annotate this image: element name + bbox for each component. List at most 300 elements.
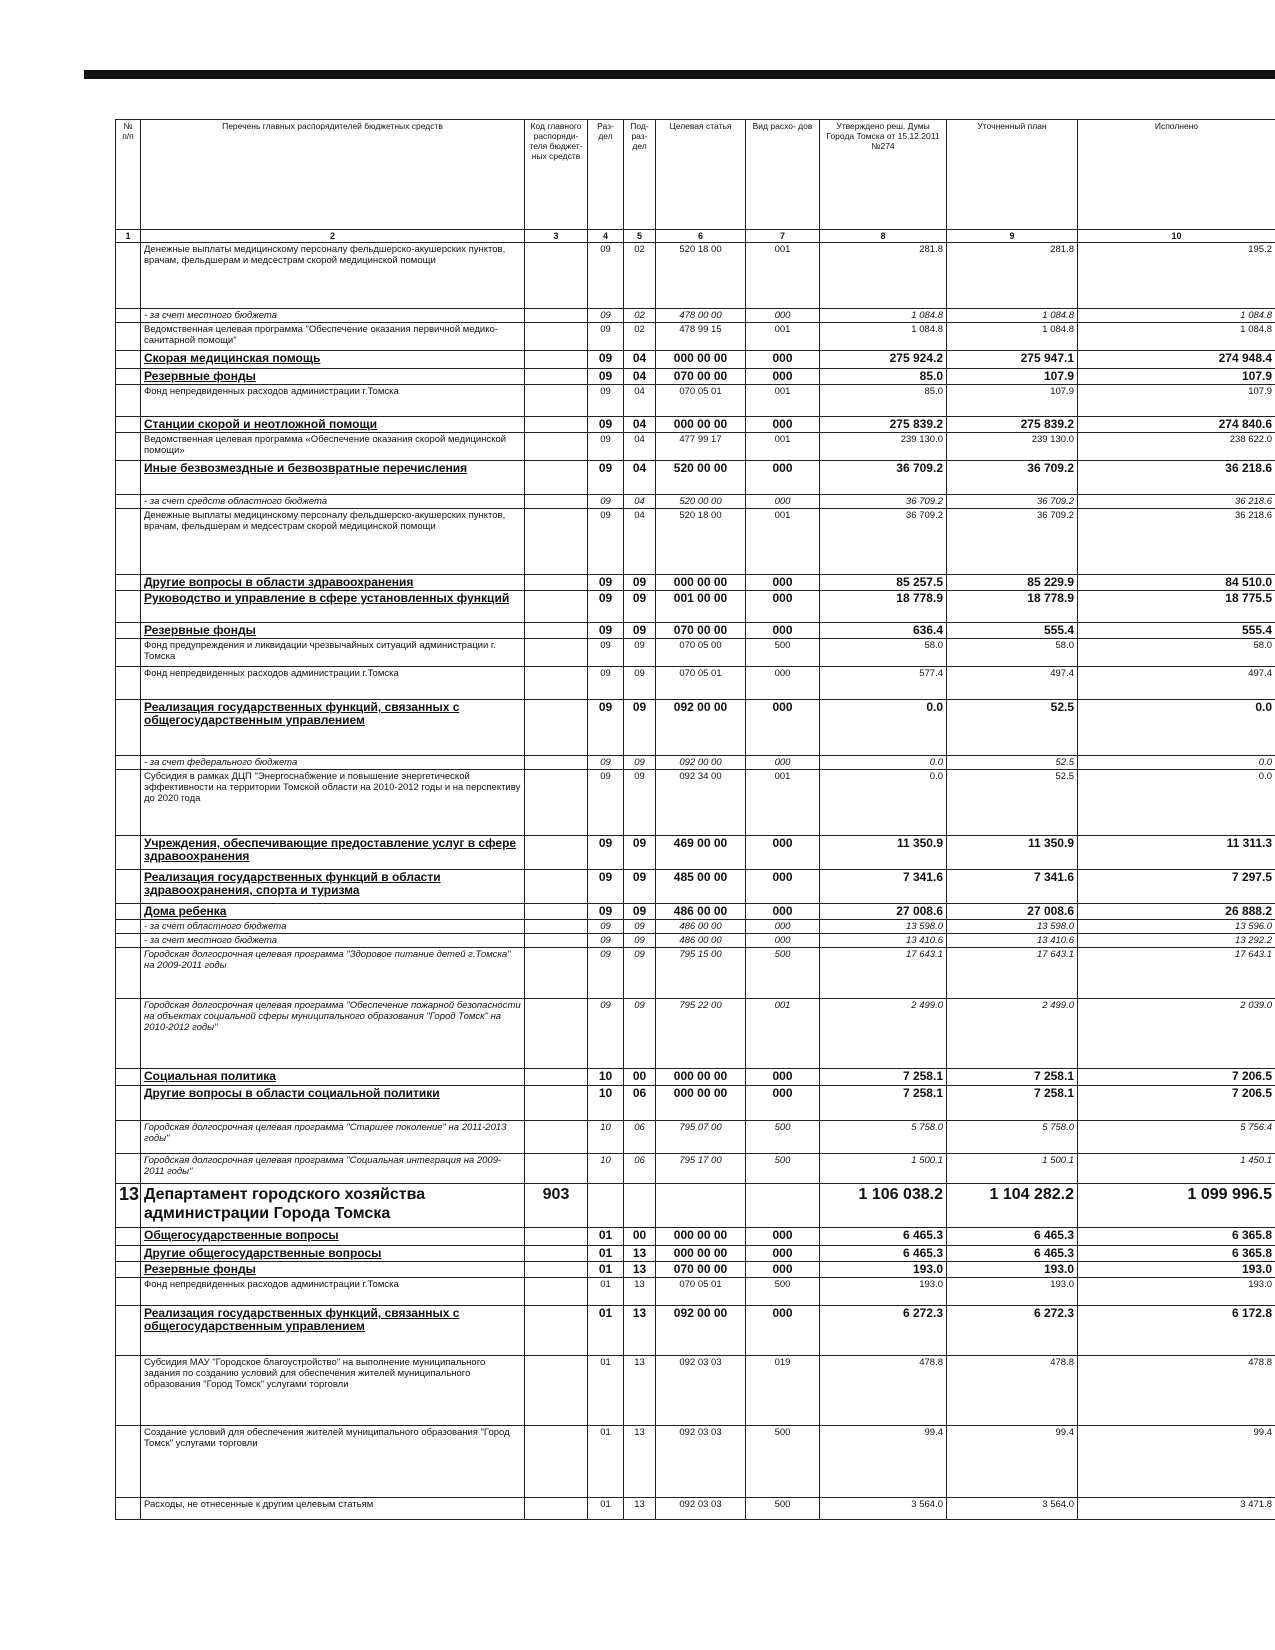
row-name: Фонд непредвиденных расходов администрации г.Томска [141, 1278, 525, 1306]
row-executed: 13 292.2 [1078, 934, 1275, 948]
row-podrazdel: 09 [624, 575, 656, 591]
row-code [525, 1426, 588, 1498]
row-name: Субсидия в рамках ДЦП "Энергоснабжение и повышение энергетической эффективности на территории Томской области на 2010-2012 годы и на перспективу до 2020 года [141, 770, 525, 836]
row-approved: 58.0 [820, 639, 947, 667]
row-code [525, 1228, 588, 1246]
row-name: Иные безвозмездные и безвозвратные перечисления [141, 461, 525, 495]
row-plan: 1 500.1 [947, 1154, 1078, 1184]
table-row [116, 1306, 1275, 1356]
row-number [116, 836, 141, 870]
row-executed: 6 172.8 [1078, 1306, 1275, 1356]
row-name: Субсидия МАУ "Городское благоустройство" на выполнение муниципального задания по созданию условий для обеспечения жителей муниципального образования "Город Томск" услугами торговли [141, 1356, 525, 1426]
row-razdel: 09 [588, 700, 624, 756]
row-number [116, 575, 141, 591]
row-number [116, 948, 141, 999]
row-statya: 092 03 03 [656, 1498, 746, 1520]
row-razdel: 09 [588, 385, 624, 417]
row-podrazdel: 06 [624, 1154, 656, 1184]
row-razdel: 10 [588, 1154, 624, 1184]
row-vid: 000 [746, 1306, 820, 1356]
row-statya: 070 05 01 [656, 667, 746, 700]
row-plan: 478.8 [947, 1356, 1078, 1426]
row-executed: 195.2 [1078, 243, 1275, 309]
row-number [116, 1262, 141, 1278]
table-row [116, 870, 1275, 904]
row-number [116, 323, 141, 351]
row-name: - за счет средств областного бюджета [141, 495, 525, 509]
row-podrazdel: 04 [624, 417, 656, 433]
row-statya: 000 00 00 [656, 1086, 746, 1121]
row-approved: 1 500.1 [820, 1154, 947, 1184]
table-row [116, 700, 1275, 756]
row-approved: 5 758.0 [820, 1121, 947, 1154]
row-number [116, 700, 141, 756]
row-code [525, 1356, 588, 1426]
row-razdel: 01 [588, 1278, 624, 1306]
row-razdel: 09 [588, 575, 624, 591]
row-vid: 000 [746, 575, 820, 591]
row-plan: 281.8 [947, 243, 1078, 309]
row-plan: 85 229.9 [947, 575, 1078, 591]
row-podrazdel: 00 [624, 1228, 656, 1246]
row-statya: 520 00 00 [656, 495, 746, 509]
table-row [116, 1154, 1275, 1184]
row-name: Реализация государственных функций, связанных с общегосударственным управлением [141, 1306, 525, 1356]
row-plan: 193.0 [947, 1262, 1078, 1278]
row-podrazdel: 09 [624, 591, 656, 623]
row-code [525, 417, 588, 433]
row-code [525, 1246, 588, 1262]
row-approved: 6 465.3 [820, 1228, 947, 1246]
row-approved: 577.4 [820, 667, 947, 700]
row-name: Общегосударственные вопросы [141, 1228, 525, 1246]
row-name: Городская долгосрочная целевая программа "Здоровое питание детей г.Томска" на 2009-2011 годы [141, 948, 525, 999]
row-name: Другие вопросы в области социальной политики [141, 1086, 525, 1121]
row-statya: 795 22 00 [656, 999, 746, 1069]
row-plan: 36 709.2 [947, 495, 1078, 509]
row-code [525, 351, 588, 369]
row-name: Резервные фонды [141, 369, 525, 385]
table-row [116, 417, 1275, 433]
table-row [116, 385, 1275, 417]
row-code [525, 639, 588, 667]
row-name: Создание условий для обеспечения жителей муниципального образования "Город Томск" услугами торговли [141, 1426, 525, 1498]
header-row [116, 120, 1275, 230]
row-razdel: 09 [588, 904, 624, 920]
row-vid: 000 [746, 1086, 820, 1121]
row-vid [746, 1184, 820, 1228]
row-razdel: 09 [588, 770, 624, 836]
row-approved: 85 257.5 [820, 575, 947, 591]
index-cell: 4 [588, 230, 624, 243]
row-executed: 107.9 [1078, 385, 1275, 417]
row-podrazdel: 02 [624, 323, 656, 351]
row-plan: 3 564.0 [947, 1498, 1078, 1520]
row-approved: 7 341.6 [820, 870, 947, 904]
table-row [116, 904, 1275, 920]
row-statya: 478 99 15 [656, 323, 746, 351]
row-razdel: 09 [588, 639, 624, 667]
row-razdel: 09 [588, 309, 624, 323]
row-approved: 17 643.1 [820, 948, 947, 999]
row-razdel: 01 [588, 1306, 624, 1356]
row-executed: 0.0 [1078, 770, 1275, 836]
table-row [116, 243, 1275, 309]
row-approved: 13 598.0 [820, 920, 947, 934]
row-number [116, 1498, 141, 1520]
row-approved: 6 465.3 [820, 1246, 947, 1262]
row-number [116, 1356, 141, 1426]
row-vid: 001 [746, 385, 820, 417]
row-razdel: 09 [588, 999, 624, 1069]
row-number [116, 1069, 141, 1086]
row-statya: 486 00 00 [656, 920, 746, 934]
row-executed: 6 365.8 [1078, 1246, 1275, 1262]
row-podrazdel: 09 [624, 934, 656, 948]
row-statya: 486 00 00 [656, 904, 746, 920]
row-statya: 092 03 03 [656, 1356, 746, 1426]
row-executed: 238 622.0 [1078, 433, 1275, 461]
header-isp: Исполнено [1078, 120, 1275, 230]
row-number [116, 1228, 141, 1246]
row-plan: 7 341.6 [947, 870, 1078, 904]
row-approved: 1 084.8 [820, 309, 947, 323]
row-razdel: 09 [588, 920, 624, 934]
row-name: Фонд непредвиденных расходов администрации г.Томска [141, 385, 525, 417]
table-row [116, 495, 1275, 509]
row-vid: 000 [746, 309, 820, 323]
row-approved: 99.4 [820, 1426, 947, 1498]
row-executed: 1 099 996.5 [1078, 1184, 1275, 1228]
row-podrazdel: 09 [624, 836, 656, 870]
row-podrazdel: 04 [624, 509, 656, 575]
row-code [525, 1154, 588, 1184]
row-name: Фонд предупреждения и ликвидации чрезвычайных ситуаций администрации г. Томска [141, 639, 525, 667]
table-row [116, 1278, 1275, 1306]
row-number [116, 417, 141, 433]
budget-table [115, 119, 1275, 1520]
row-statya: 795 15 00 [656, 948, 746, 999]
row-code [525, 623, 588, 639]
row-number [116, 369, 141, 385]
row-name: Денежные выплаты медицинскому персоналу фельдшерско-акушерских пунктов, врачам, фельдшерам и медсестрам скорой медицинской помощи [141, 243, 525, 309]
table-row [116, 999, 1275, 1069]
row-razdel: 01 [588, 1228, 624, 1246]
table-row [116, 351, 1275, 369]
row-number [116, 999, 141, 1069]
row-plan: 6 465.3 [947, 1228, 1078, 1246]
row-razdel: 09 [588, 495, 624, 509]
row-vid: 000 [746, 870, 820, 904]
row-statya: 092 00 00 [656, 1306, 746, 1356]
row-name: - за счет областного бюджета [141, 920, 525, 934]
row-number [116, 770, 141, 836]
row-statya: 000 00 00 [656, 575, 746, 591]
table-row [116, 1086, 1275, 1121]
row-code [525, 770, 588, 836]
row-plan: 107.9 [947, 385, 1078, 417]
row-razdel: 09 [588, 948, 624, 999]
row-code [525, 999, 588, 1069]
row-vid: 000 [746, 1228, 820, 1246]
header-name: Перечень главных распорядителей бюджетных средств [141, 120, 525, 230]
row-vid: 000 [746, 904, 820, 920]
row-statya: 000 00 00 [656, 417, 746, 433]
row-code [525, 904, 588, 920]
row-statya: 000 00 00 [656, 1069, 746, 1086]
row-name: Другие общегосударственные вопросы [141, 1246, 525, 1262]
table-body [116, 243, 1275, 1520]
row-name: Департамент городского хозяйства администрации Города Томска [141, 1184, 525, 1228]
row-vid: 000 [746, 836, 820, 870]
row-approved: 18 778.9 [820, 591, 947, 623]
row-executed: 36 218.6 [1078, 495, 1275, 509]
row-podrazdel: 09 [624, 770, 656, 836]
row-approved: 6 272.3 [820, 1306, 947, 1356]
row-razdel: 09 [588, 323, 624, 351]
index-cell: 8 [820, 230, 947, 243]
row-plan: 6 465.3 [947, 1246, 1078, 1262]
table-row [116, 1498, 1275, 1520]
row-razdel: 10 [588, 1069, 624, 1086]
row-approved: 0.0 [820, 756, 947, 770]
row-vid: 500 [746, 1278, 820, 1306]
row-podrazdel: 02 [624, 309, 656, 323]
row-number [116, 461, 141, 495]
row-podrazdel: 13 [624, 1262, 656, 1278]
row-plan: 555.4 [947, 623, 1078, 639]
row-razdel: 09 [588, 870, 624, 904]
row-approved: 11 350.9 [820, 836, 947, 870]
row-razdel: 09 [588, 369, 624, 385]
row-name: Ведомственная целевая программа "Обеспечение оказания первичной медико-санитарной помощи" [141, 323, 525, 351]
table-row [116, 770, 1275, 836]
row-razdel: 01 [588, 1246, 624, 1262]
row-executed: 7 206.5 [1078, 1069, 1275, 1086]
row-name: - за счет федерального бюджета [141, 756, 525, 770]
row-statya: 070 00 00 [656, 1262, 746, 1278]
row-code [525, 369, 588, 385]
table-row [116, 1426, 1275, 1498]
row-name: Социальная политика [141, 1069, 525, 1086]
index-cell: 6 [656, 230, 746, 243]
row-podrazdel: 02 [624, 243, 656, 309]
index-cell: 10 [1078, 230, 1275, 243]
row-executed: 1 084.8 [1078, 323, 1275, 351]
header-vid: Вид расхо- дов [746, 120, 820, 230]
row-code [525, 243, 588, 309]
row-podrazdel: 13 [624, 1306, 656, 1356]
row-approved: 13 410.6 [820, 934, 947, 948]
row-code [525, 591, 588, 623]
row-executed: 84 510.0 [1078, 575, 1275, 591]
row-plan: 27 008.6 [947, 904, 1078, 920]
row-number [116, 639, 141, 667]
row-plan: 11 350.9 [947, 836, 1078, 870]
row-plan: 193.0 [947, 1278, 1078, 1306]
row-approved: 2 499.0 [820, 999, 947, 1069]
row-name: Дома ребенка [141, 904, 525, 920]
row-name: Другие вопросы в области здравоохранения [141, 575, 525, 591]
row-plan: 18 778.9 [947, 591, 1078, 623]
row-statya: 092 00 00 [656, 756, 746, 770]
row-code [525, 433, 588, 461]
row-podrazdel: 04 [624, 495, 656, 509]
header-razdel: Раз- дел [588, 120, 624, 230]
row-approved: 0.0 [820, 770, 947, 836]
row-vid: 000 [746, 351, 820, 369]
index-cell: 7 [746, 230, 820, 243]
row-executed: 274 840.6 [1078, 417, 1275, 433]
table-row [116, 836, 1275, 870]
row-number [116, 495, 141, 509]
row-approved: 281.8 [820, 243, 947, 309]
header-no: № п/п [116, 120, 141, 230]
row-vid: 000 [746, 920, 820, 934]
table-row [116, 920, 1275, 934]
table-row [116, 1262, 1275, 1278]
row-number [116, 904, 141, 920]
row-name: Расходы, не отнесенные к другим целевым статьям [141, 1498, 525, 1520]
row-razdel [588, 1184, 624, 1228]
row-razdel: 09 [588, 509, 624, 575]
row-vid: 500 [746, 1154, 820, 1184]
row-code [525, 700, 588, 756]
row-statya: 486 00 00 [656, 934, 746, 948]
row-executed: 5 756.4 [1078, 1121, 1275, 1154]
row-code [525, 756, 588, 770]
row-number [116, 1278, 141, 1306]
row-approved: 36 709.2 [820, 461, 947, 495]
row-code [525, 1306, 588, 1356]
row-name: Станции скорой и неотложной помощи [141, 417, 525, 433]
row-plan: 7 258.1 [947, 1086, 1078, 1121]
row-podrazdel: 13 [624, 1356, 656, 1426]
row-razdel: 09 [588, 756, 624, 770]
row-statya: 092 03 03 [656, 1426, 746, 1498]
table-row [116, 461, 1275, 495]
table-row [116, 1246, 1275, 1262]
row-code [525, 836, 588, 870]
row-plan: 7 258.1 [947, 1069, 1078, 1086]
row-vid: 001 [746, 509, 820, 575]
row-approved: 1 084.8 [820, 323, 947, 351]
row-number [116, 433, 141, 461]
row-plan: 36 709.2 [947, 461, 1078, 495]
row-razdel: 09 [588, 417, 624, 433]
row-vid: 500 [746, 1498, 820, 1520]
row-vid: 000 [746, 1262, 820, 1278]
row-razdel: 01 [588, 1262, 624, 1278]
row-razdel: 09 [588, 836, 624, 870]
row-plan: 497.4 [947, 667, 1078, 700]
row-vid: 000 [746, 667, 820, 700]
row-code [525, 385, 588, 417]
row-plan: 5 758.0 [947, 1121, 1078, 1154]
row-statya: 000 00 00 [656, 1228, 746, 1246]
row-podrazdel: 09 [624, 948, 656, 999]
table-row [116, 1356, 1275, 1426]
row-statya: 485 00 00 [656, 870, 746, 904]
row-statya [656, 1184, 746, 1228]
row-razdel: 09 [588, 934, 624, 948]
row-vid: 000 [746, 1069, 820, 1086]
row-vid: 019 [746, 1356, 820, 1426]
row-executed: 36 218.6 [1078, 509, 1275, 575]
row-name: Фонд непредвиденных расходов администрации г.Томска [141, 667, 525, 700]
row-razdel: 09 [588, 667, 624, 700]
row-vid: 000 [746, 623, 820, 639]
index-row [116, 230, 1275, 243]
row-razdel: 09 [588, 433, 624, 461]
row-vid: 500 [746, 639, 820, 667]
row-number [116, 385, 141, 417]
row-executed: 1 450.1 [1078, 1154, 1275, 1184]
row-number [116, 920, 141, 934]
row-approved: 636.4 [820, 623, 947, 639]
table-row [116, 1069, 1275, 1086]
index-cell: 2 [141, 230, 525, 243]
row-statya: 795 17 00 [656, 1154, 746, 1184]
row-vid: 000 [746, 756, 820, 770]
row-executed: 555.4 [1078, 623, 1275, 639]
row-plan: 17 643.1 [947, 948, 1078, 999]
row-name: Городская долгосрочная целевая программа "Социальная интеграция на 2009-2011 годы" [141, 1154, 525, 1184]
header-utv: Утверждено реш. Думы Города Томска от 15.12.2011 №274 [820, 120, 947, 230]
table-row [116, 309, 1275, 323]
row-podrazdel: 09 [624, 904, 656, 920]
row-podrazdel: 06 [624, 1086, 656, 1121]
row-executed: 7 297.5 [1078, 870, 1275, 904]
row-number [116, 243, 141, 309]
row-name: Денежные выплаты медицинскому персоналу фельдшерско-акушерских пунктов, врачам, фельдшерам и медсестрам скорой медицинской помощи [141, 509, 525, 575]
row-code [525, 870, 588, 904]
row-executed: 11 311.3 [1078, 836, 1275, 870]
row-name: Скорая медицинская помощь [141, 351, 525, 369]
row-plan: 99.4 [947, 1426, 1078, 1498]
row-code [525, 509, 588, 575]
row-approved: 36 709.2 [820, 495, 947, 509]
row-statya: 070 00 00 [656, 623, 746, 639]
row-number [116, 934, 141, 948]
row-plan: 6 272.3 [947, 1306, 1078, 1356]
row-plan: 52.5 [947, 700, 1078, 756]
row-name: - за счет местного бюджета [141, 309, 525, 323]
row-number [116, 509, 141, 575]
row-approved: 3 564.0 [820, 1498, 947, 1520]
row-executed: 193.0 [1078, 1262, 1275, 1278]
row-vid: 000 [746, 417, 820, 433]
row-number [116, 870, 141, 904]
table-row [116, 509, 1275, 575]
row-podrazdel: 09 [624, 667, 656, 700]
row-vid: 500 [746, 1121, 820, 1154]
row-podrazdel: 06 [624, 1121, 656, 1154]
row-approved: 85.0 [820, 385, 947, 417]
row-statya: 000 00 00 [656, 351, 746, 369]
row-code [525, 948, 588, 999]
row-code [525, 934, 588, 948]
header-code: Код главного распоряди- теля бюджет- ных средств [525, 120, 588, 230]
row-name: Резервные фонды [141, 623, 525, 639]
row-approved: 193.0 [820, 1278, 947, 1306]
row-approved: 36 709.2 [820, 509, 947, 575]
row-razdel: 09 [588, 623, 624, 639]
row-code [525, 1121, 588, 1154]
row-executed: 274 948.4 [1078, 351, 1275, 369]
row-plan: 107.9 [947, 369, 1078, 385]
row-executed: 7 206.5 [1078, 1086, 1275, 1121]
